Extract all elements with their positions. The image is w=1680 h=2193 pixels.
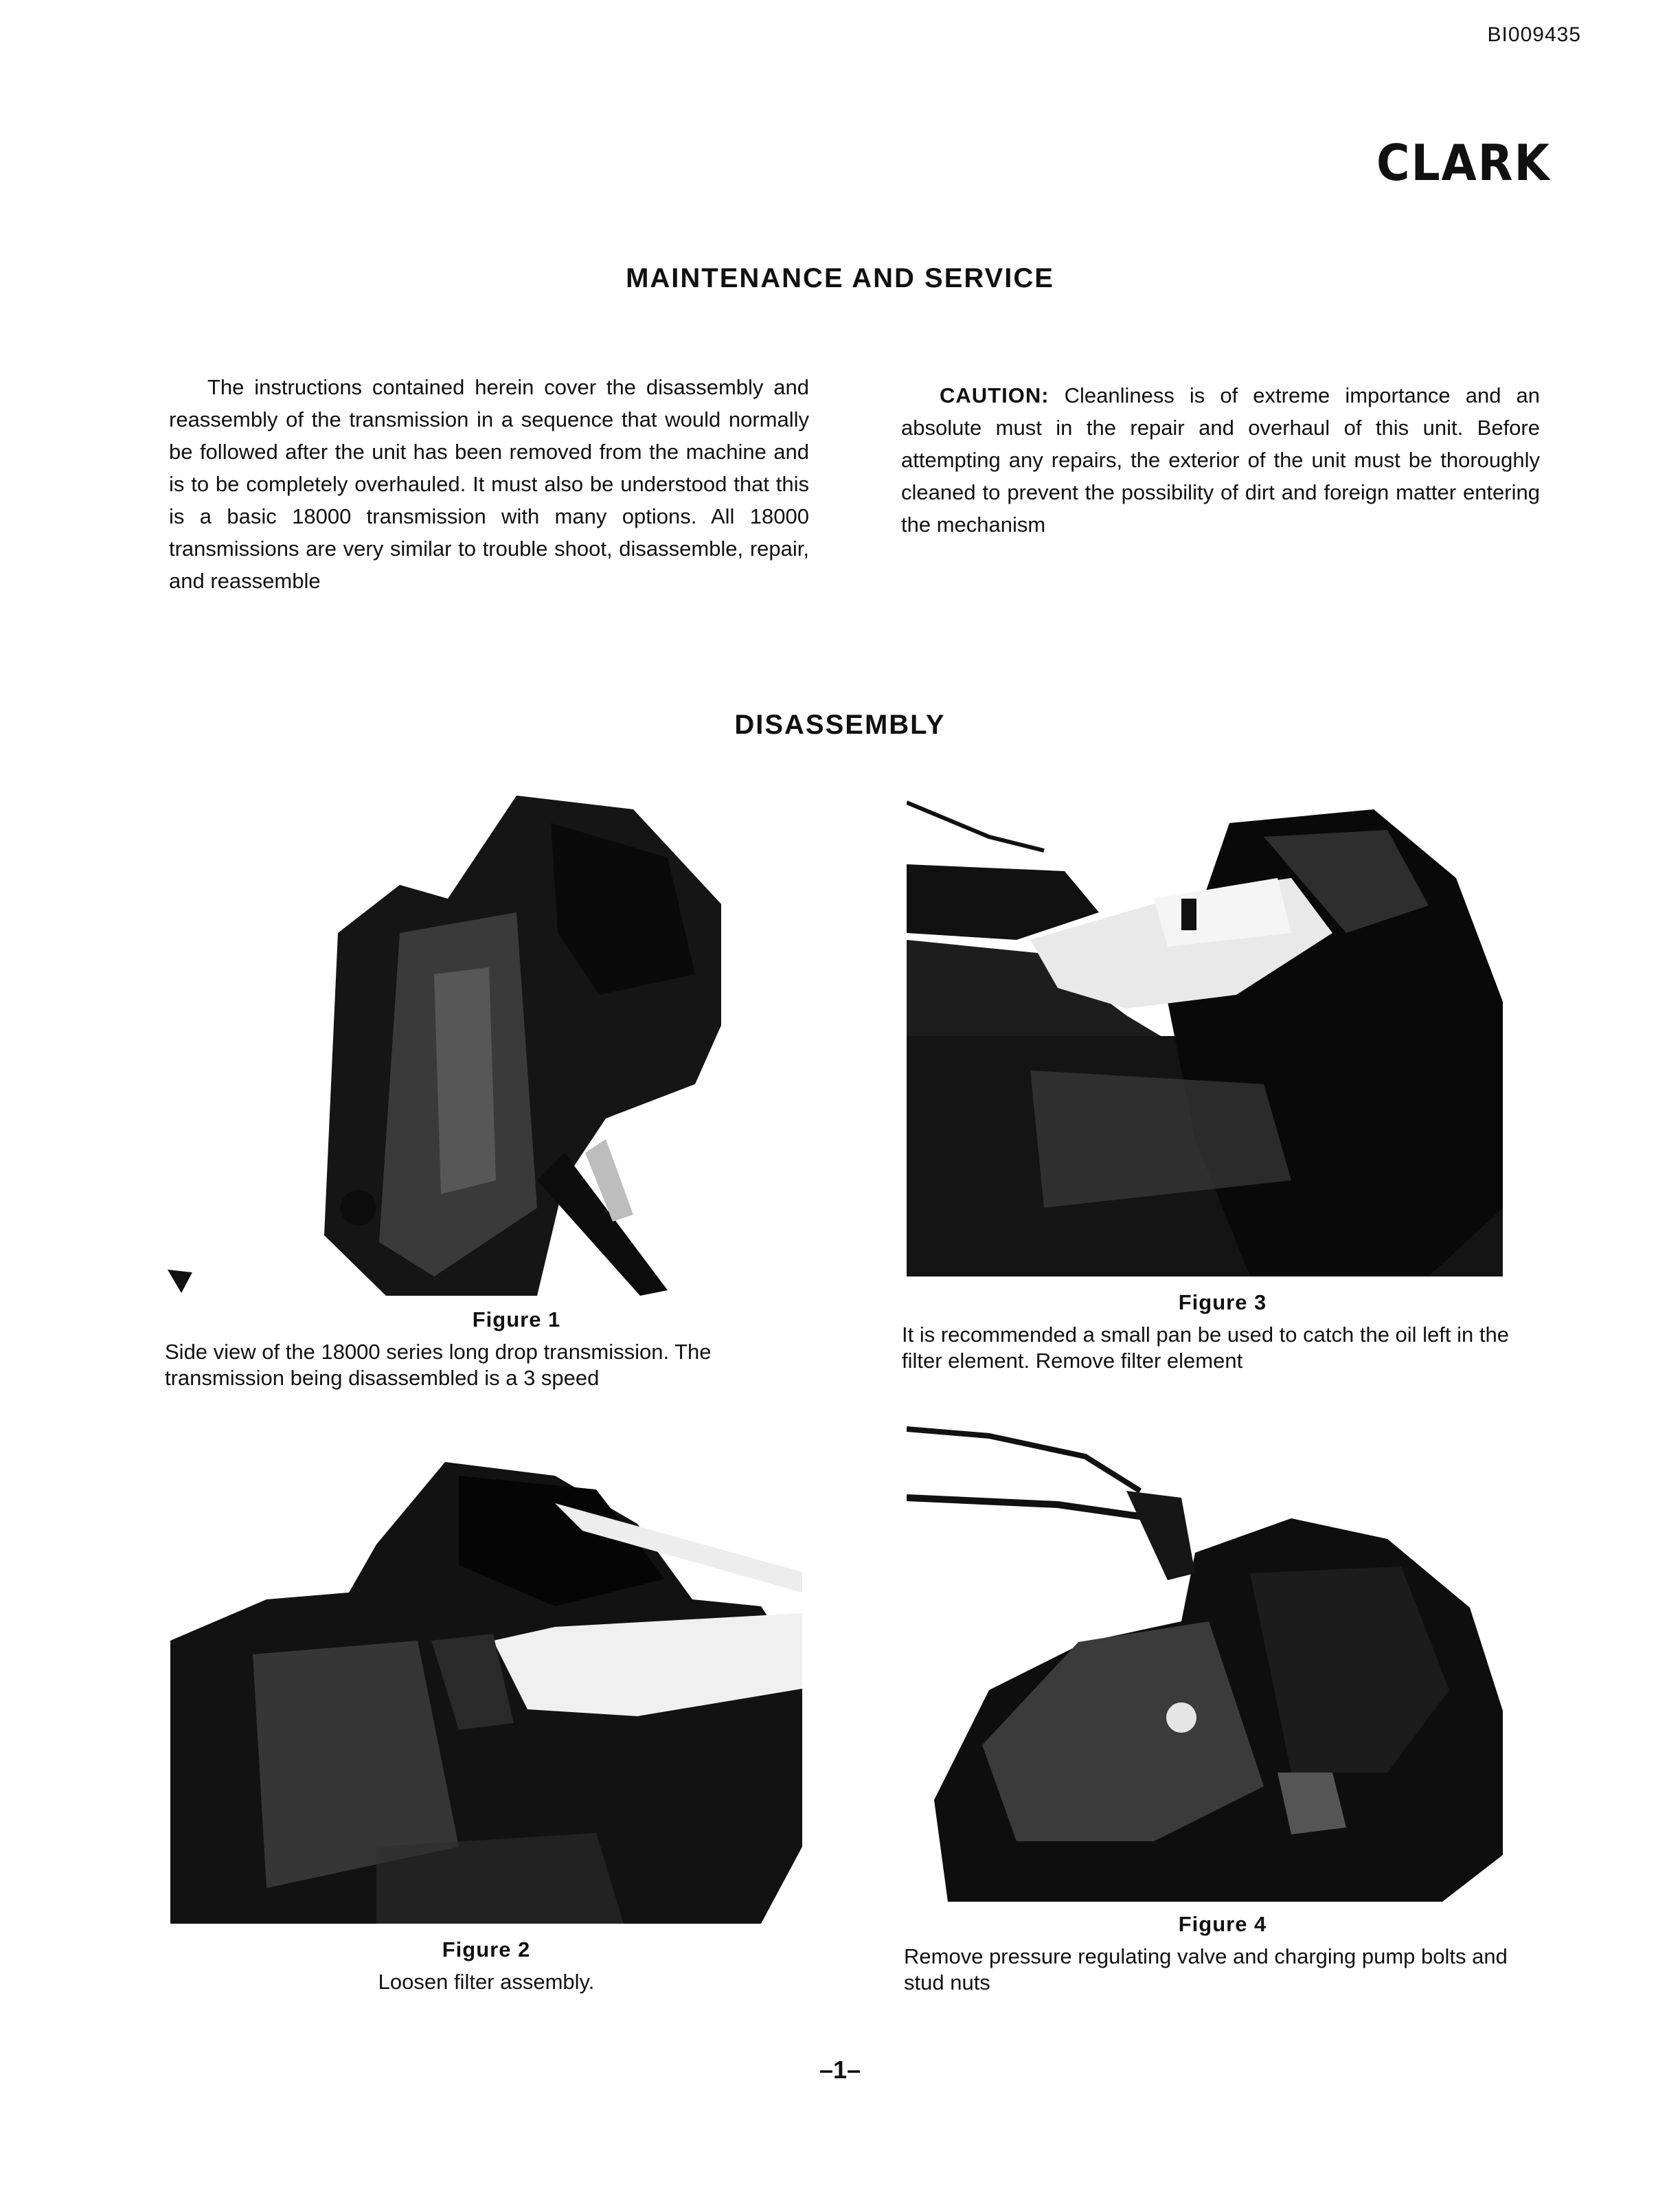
figure-2-photo bbox=[170, 1462, 802, 1924]
caution-text: Cleanliness is of extreme importance and an absolute must in the repair and overhaul of this unit. Before attempting any repairs, the exterior of the unit must be thoroughly cleaned to prevent the possibility of dirt and foreign matter entering the mechanism bbox=[901, 383, 1540, 537]
figure-3-caption: It is recommended a small pan be used to catch the oil left in the filter element. Remove filter element bbox=[902, 1323, 1509, 1373]
figure-1-photo bbox=[310, 796, 721, 1296]
intro-paragraph: The instructions contained herein cover the disassembly and reassembly of the transmission in a sequence that would normally be followed after the unit has been removed from the machine and is to be completely overhauled. It must also be understood that this is a basic 18000 transmission with many options. All 18000 transmissions are very similar to trouble shoot, disassemble, repair, and reassemble bbox=[169, 375, 809, 593]
figure-1-caption: Side view of the 18000 series long drop transmission. The transmission being disassembled is a 3 speed bbox=[165, 1340, 712, 1390]
corner-mark-icon bbox=[168, 1270, 192, 1293]
caution-label: CAUTION: bbox=[940, 383, 1049, 407]
figure-1-title: Figure 1 bbox=[472, 1307, 561, 1331]
figure-4-title: Figure 4 bbox=[1178, 1912, 1267, 1936]
caution-paragraph bbox=[901, 379, 1540, 541]
figure-2-title: Figure 2 bbox=[442, 1937, 531, 1961]
figure-3-photo bbox=[907, 796, 1503, 1277]
page-title: MAINTENANCE AND SERVICE bbox=[626, 263, 1054, 293]
figure-2-caption: Loosen filter assembly. bbox=[378, 1970, 595, 1994]
figure-4-photo bbox=[907, 1415, 1503, 1902]
document-id: BI009435 bbox=[1487, 23, 1581, 46]
figure-3-title: Figure 3 bbox=[1178, 1290, 1267, 1314]
figure-4-caption: Remove pressure regulating valve and charging pump bolts and stud nuts bbox=[904, 1944, 1508, 1994]
section-title: DISASSEMBLY bbox=[734, 710, 946, 740]
page-number: –1– bbox=[819, 2056, 861, 2084]
clark-logo: CLARK bbox=[1376, 134, 1551, 192]
